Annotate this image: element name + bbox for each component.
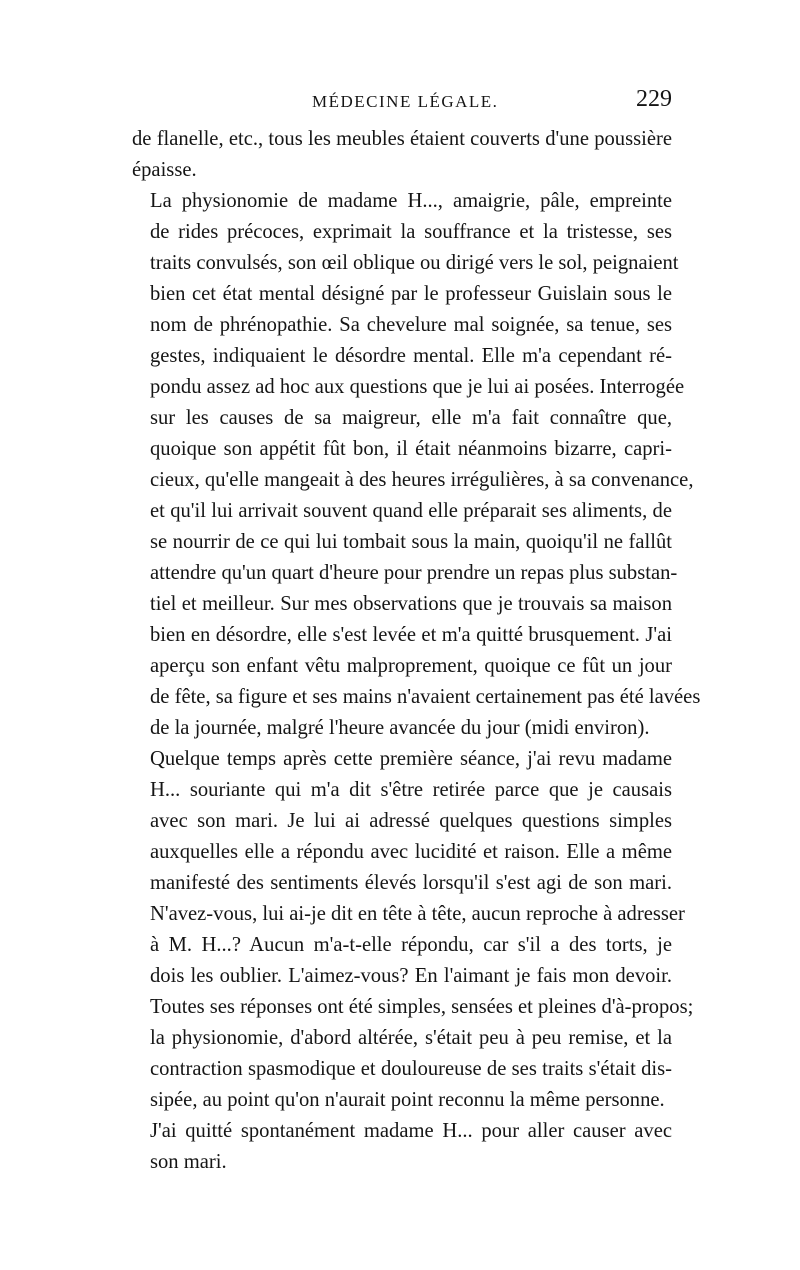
text-line: contraction spasmodique et douloureuse de ses traits s'était dis- [150, 1058, 672, 1080]
page-header [132, 86, 672, 122]
text-line: La physionomie de madame H..., amaigrie, pâle, empreinte [150, 190, 672, 212]
text-line: bien cet état mental désigné par le professeur Guislain sous le [150, 283, 672, 305]
text-line: Quelque temps après cette première séance, j'ai revu madame [150, 748, 672, 770]
paragraph [132, 1116, 672, 1178]
running-title: MÉDECINE LÉGALE. [312, 92, 499, 111]
text-line: sipée, au point qu'on n'aurait point reconnu la même personne. [150, 1089, 665, 1111]
text-line: de la journée, malgré l'heure avancée du jour (midi environ). [150, 717, 650, 739]
text-line: quoique son appétit fût bon, il était néanmoins bizarre, capri- [150, 438, 672, 460]
text-line: bien en désordre, elle s'est levée et m'a quitté brusquement. J'ai [150, 624, 672, 646]
paragraph [132, 744, 694, 1116]
text-line: J'ai quitté spontanément madame H... pour aller causer avec [150, 1120, 672, 1142]
paragraph-continued [132, 124, 672, 186]
text-line: traits convulsés, son œil oblique ou dirigé vers le sol, peignaient [150, 252, 679, 274]
text-line: avec son mari. Je lui ai adressé quelques questions simples [150, 810, 672, 832]
text-line: attendre qu'un quart d'heure pour prendre un repas plus substan- [150, 562, 678, 584]
text-line: cieux, qu'elle mangeait à des heures irrégulières, à sa convenance, [150, 469, 694, 491]
text-line: dois les oublier. L'aimez-vous? En l'aimant je fais mon devoir. [150, 965, 672, 987]
text-line: la physionomie, d'abord altérée, s'était peu à peu remise, et la [150, 1027, 672, 1049]
text-line: gestes, indiquaient le désordre mental. Elle m'a cependant ré- [150, 345, 672, 367]
page-number: 229 [636, 86, 672, 112]
text-line: auxquelles elle a répondu avec lucidité et raison. Elle a même [150, 841, 672, 863]
text-line: H... souriante qui m'a dit s'être retirée parce que je causais [150, 779, 672, 801]
text-line: manifesté des sentiments élevés lorsqu'il s'est agi de son mari. [150, 872, 672, 894]
text-line: épaisse. [132, 159, 197, 181]
text-line: de fête, sa figure et ses mains n'avaient certainement pas été lavées [150, 686, 701, 708]
text-line: à M. H...? Aucun m'a-t-elle répondu, car s'il a des torts, je [150, 934, 672, 956]
text-line: sur les causes de sa maigreur, elle m'a fait connaître que, [150, 407, 672, 429]
paragraph [132, 186, 701, 744]
text-line: et qu'il lui arrivait souvent quand elle préparait ses aliments, de [150, 500, 672, 522]
text-line: aperçu son enfant vêtu malproprement, quoique ce fût un jour [150, 655, 672, 677]
text-line: de flanelle, etc., tous les meubles étaient couverts d'une poussière [132, 128, 672, 150]
text-line: nom de phrénopathie. Sa chevelure mal soignée, sa tenue, ses [150, 314, 672, 336]
text-line: N'avez-vous, lui ai-je dit en tête à tête, aucun reproche à adresser [150, 903, 685, 925]
text-line: son mari. [150, 1151, 227, 1173]
text-line: tiel et meilleur. Sur mes observations que je trouvais sa maison [150, 593, 672, 615]
body-text [132, 124, 701, 1178]
text-line: se nourrir de ce qui lui tombait sous la main, quoiqu'il ne fallût [150, 531, 672, 553]
text-line: pondu assez ad hoc aux questions que je lui ai posées. Interrogée [150, 376, 685, 398]
text-line: de rides précoces, exprimait la souffrance et la tristesse, ses [150, 221, 672, 243]
text-line: Toutes ses réponses ont été simples, sensées et pleines d'à-propos; [150, 996, 694, 1018]
